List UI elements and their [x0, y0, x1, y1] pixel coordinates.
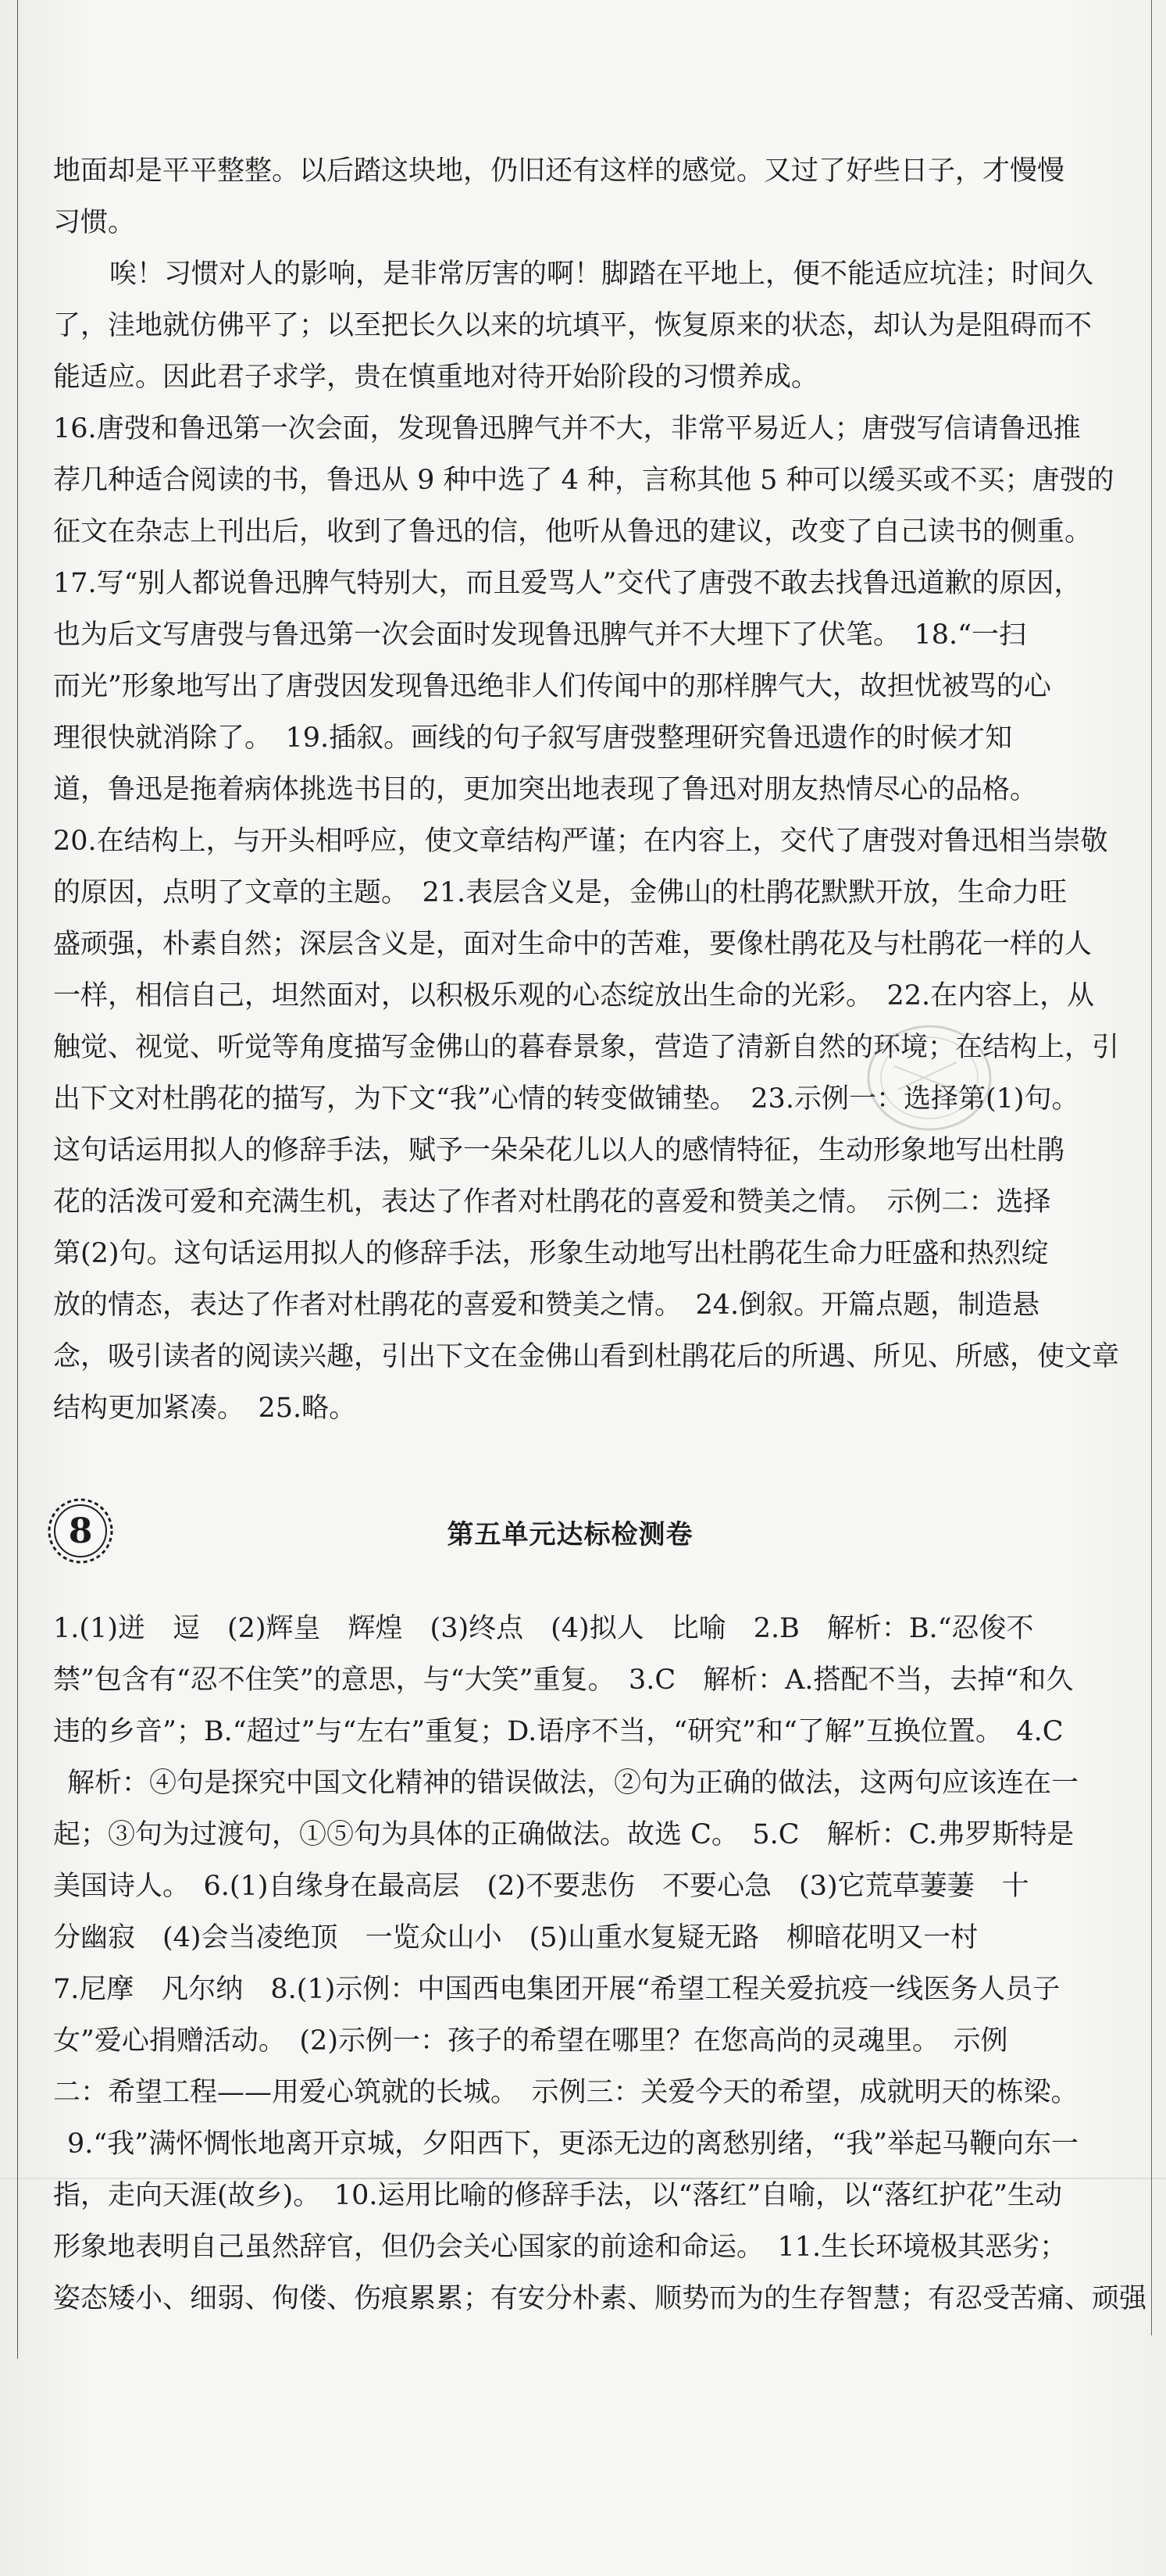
answer-line: 征文在杂志上刊出后，收到了鲁迅的信，他听从鲁迅的建议，改变了自己读书的侧重。 — [53, 516, 1093, 548]
answer-line: 而光”形象地写出了唐弢因发现鲁迅绝非人们传闻中的那样脾气大，故担忧被骂的心 — [53, 671, 1051, 702]
answer-line: 分幽寂 (4)会当凌绝顶 一览众山小 (5)山重水复疑无路 柳暗花明又一村 — [53, 1922, 979, 1953]
answer-line: 姿态矮小、细弱、佝偻、伤痕累累；有安分朴素、顺势而为的生存智慧；有忍受苦痛、顽强 — [53, 2283, 1147, 2314]
answer-line: 第(2)句。这句话运用拟人的修辞手法，形象生动地写出杜鹃花生命力旺盛和热烈绽 — [53, 1238, 1049, 1269]
passage-line: 唉！习惯对人的影响，是非常厉害的啊！脚踏在平地上，便不能适应坑洼；时间久 — [109, 259, 1094, 290]
answer-line: 花的活泼可爱和充满生机，表达了作者对杜鹃花的喜爱和赞美之情。 示例二：选择 — [53, 1186, 1051, 1218]
answer-line: 美国诗人。 6.(1)自缘身在最高层 (2)不要悲伤 不要心急 (3)它荒草萋萋 十 — [53, 1871, 1029, 1902]
answer-line: 触觉、视觉、听觉等角度描写金佛山的暮春景象，营造了清新自然的环境；在结构上，引 — [53, 1032, 1120, 1063]
answer-line: 禁”包含有“忍不住笑”的意思，与“大笑”重复。 3.C 解析：A.搭配不当，去掉“和久 — [53, 1664, 1074, 1696]
answer-line: 形象地表明自己虽然辞官，但仍会关心国家的前途和命运。 11.生长环境极其恶劣； — [53, 2232, 1068, 2263]
answer-line: 起；③句为过渡句，①⑤句为具体的正确做法。故选 C。 5.C 解析：C.弗罗斯特是 — [53, 1819, 1075, 1850]
passage-line: 能适应。因此君子求学，贵在慎重地对待开始阶段的习惯养成。 — [53, 362, 819, 393]
answer-line: 指，走向天涯(故乡)。 10.运用比喻的修辞手法，以“落红”自喻，以“落红护花”生动 — [53, 2180, 1063, 2211]
answer-line: 的原因，点明了文章的主题。 21.表层含义是，金佛山的杜鹃花默默开放，生命力旺 — [53, 877, 1068, 908]
answer-line: 这句话运用拟人的修辞手法，赋予一朵朵花儿以人的感情特征，生动形象地写出杜鹃 — [53, 1135, 1065, 1166]
answer-line: 9.“我”满怀惆怅地离开京城，夕阳西下，更添无边的离愁别绪，“我”举起马鞭向东一 — [67, 2128, 1079, 2160]
answer-line: 20.在结构上，与开头相呼应，使文章结构严谨；在内容上，交代了唐弢对鲁迅相当崇敬 — [53, 826, 1108, 857]
answers-section-b — [53, 1603, 1147, 2324]
passage-line: 地面却是平平整整。以后踏这块地，仍旧还有这样的感觉。又过了好些日子，才慢慢 — [53, 155, 1065, 187]
passage-line: 习惯。 — [53, 207, 136, 238]
answer-line: 念，吸引读者的阅读兴趣，引出下文在金佛山看到杜鹃花后的所遇、所见、所感，使文章 — [53, 1341, 1120, 1372]
answer-line: 荐几种适合阅读的书，鲁迅从 9 种中选了 4 种，言称其他 5 种可以缓买或不买；唐弢的 — [53, 465, 1114, 496]
answer-line: 放的情态，表达了作者对杜鹃花的喜爱和赞美之情。 24.倒叙。开篇点题，制造悬 — [53, 1290, 1040, 1321]
answer-line: 盛顽强，朴素自然；深层含义是，面对生命中的苦难，要像杜鹃花及与杜鹃花一样的人 — [53, 929, 1093, 960]
answer-line: 1.(1)迸 逗 (2)辉皇 辉煌 (3)终点 (4)拟人 比喻 2.B 解析：B.“忍俊不 — [53, 1613, 1034, 1644]
answer-line: 出下文对杜鹃花的描写，为下文“我”心情的转变做铺垫。 23.示例一：选择第(1)句。 — [53, 1083, 1079, 1115]
right-margin-rule — [1151, 0, 1152, 2335]
answer-line: 7.尼摩 凡尔纳 8.(1)示例：中国西电集团开展“希望工程关爱抗疫一线医务人员子 — [53, 1974, 1061, 2005]
answer-line: 二：希望工程——用爱心筑就的长城。 示例三：关爱今天的希望，成就明天的栋梁。 — [53, 2077, 1079, 2108]
left-margin-rule — [17, 0, 18, 2359]
page-fold-shadow — [0, 2178, 1166, 2179]
answer-line: 违的乡音”；B.“超过”与“左右”重复；D.语序不当，“研究”和“了解”互换位置。 4.C — [53, 1716, 1064, 1747]
answer-line: 女”爱心捐赠活动。 (2)示例一：孩子的希望在哪里？在您高尚的灵魂里。 示例 — [53, 2025, 1008, 2057]
answer-line: 解析：④句是探究中国文化精神的错误做法，②句为正确的做法，这两句应该连在一 — [67, 1768, 1079, 1799]
unit-title: 第五单元达标检测卷 — [447, 1519, 694, 1550]
answer-line: 一样，相信自己，坦然面对，以积极乐观的心态绽放出生命的光彩。 22.在内容上，从 — [53, 980, 1095, 1011]
unit-number: 8 — [68, 1511, 93, 1551]
seal-stamp-icon — [863, 1019, 996, 1136]
unit-header — [23, 1496, 1117, 1574]
answers-section-a — [53, 403, 1120, 1434]
answer-line: 也为后文写唐弢与鲁迅第一次会面时发现鲁迅脾气并不大埋下了伏笔。 18.“一扫 — [53, 619, 1027, 651]
answer-line: 道，鲁迅是拖着病体挑选书目的，更加突出地表现了鲁迅对朋友热情尽心的品格。 — [53, 774, 1038, 805]
answer-line: 17.写“别人都说鲁迅脾气特别大，而且爱骂人”交代了唐弢不敢去找鲁迅道歉的原因， — [53, 568, 1082, 599]
answer-line: 理很快就消除了。 19.插叙。画线的句子叙写唐弢整理研究鲁迅遗作的时候才知 — [53, 722, 1013, 754]
answer-line: 结构更加紧凑。 25.略。 — [53, 1393, 357, 1424]
answer-line: 16.唐弢和鲁迅第一次会面，发现鲁迅脾气并不大，非常平易近人；唐弢写信请鲁迅推 — [53, 413, 1081, 444]
passage-line: 了，洼地就仿佛平了；以至把长久以来的坑填平，恢复原来的状态，却认为是阻碍而不 — [53, 310, 1093, 341]
passage-translation — [53, 145, 1115, 403]
